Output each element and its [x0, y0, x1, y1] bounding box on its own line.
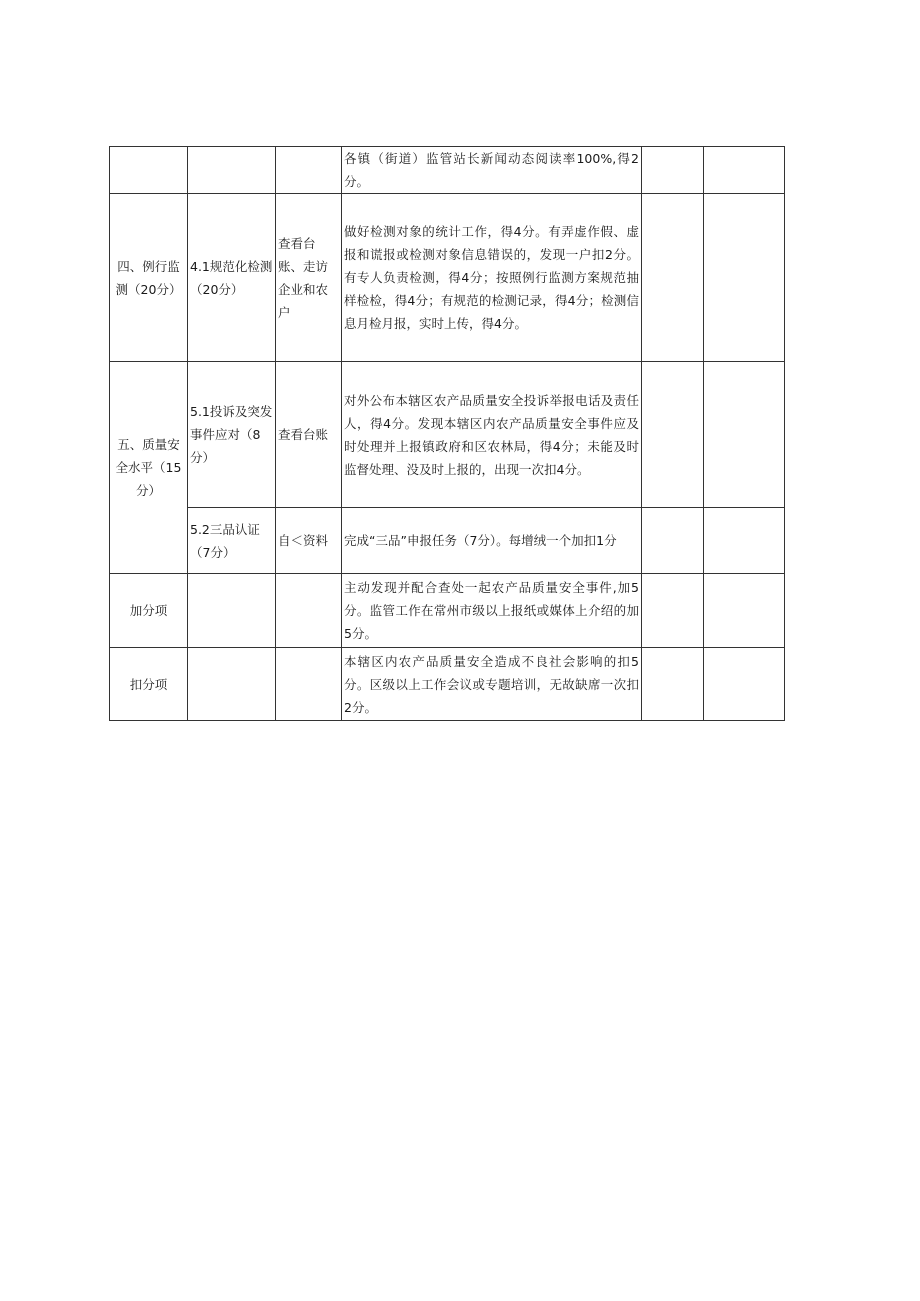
- item-cell: 5.2三品认证（7分）: [188, 508, 276, 574]
- remark-cell: [704, 362, 785, 508]
- standard-cell: 本辖区内农产品质量安全造成不良社会影响的扣5分。区级以上工作会议或专题培训，无故缺席一次扣2分。: [342, 648, 642, 721]
- method-cell: [276, 574, 342, 648]
- method-cell: 查看台账: [276, 362, 342, 508]
- remark-cell: [704, 648, 785, 721]
- table-row: [110, 648, 785, 721]
- remark-cell: [704, 147, 785, 194]
- standard-cell: 主动发现并配合查处一起农产品质量安全事件,加5分。监管工作在常州市级以上报纸或媒体上介绍的加5分。: [342, 574, 642, 648]
- score-cell: [642, 648, 704, 721]
- method-cell: [276, 648, 342, 721]
- table-row: [110, 508, 785, 574]
- method-cell: 自＜资料: [276, 508, 342, 574]
- category-cell: 扣分项: [110, 648, 188, 721]
- item-cell: 4.1规范化检测（20分）: [188, 194, 276, 362]
- item-cell: [188, 648, 276, 721]
- score-cell: [642, 194, 704, 362]
- score-cell: [642, 362, 704, 508]
- standard-cell: 完成“三品”申报任务（7分）。每增绒一个加扣1分: [342, 508, 642, 574]
- table-row: [110, 362, 785, 508]
- score-table: [109, 146, 785, 721]
- category-cell: 四、例行监测（20分）: [110, 194, 188, 362]
- item-cell: [188, 574, 276, 648]
- table-row: [110, 194, 785, 362]
- score-cell: [642, 147, 704, 194]
- method-cell: 查看台账、走访企业和农户: [276, 194, 342, 362]
- category-cell: [110, 147, 188, 194]
- table-row: [110, 147, 785, 194]
- remark-cell: [704, 194, 785, 362]
- score-cell: [642, 508, 704, 574]
- item-cell: 5.1投诉及突发事件应对（8分）: [188, 362, 276, 508]
- category-cell: 加分项: [110, 574, 188, 648]
- method-cell: [276, 147, 342, 194]
- item-cell: [188, 147, 276, 194]
- category-cell: 五、质量安全水平（15分）: [110, 362, 188, 574]
- table-row: [110, 574, 785, 648]
- standard-cell: 做好检测对象的统计工作，得4分。有弄虚作假、虚报和谎报或检测对象信息错误的，发现一户扣2分。有专人负责检测，得4分；按照例行监测方案规范抽样检检，得4分；有规范的检测记录，得4分；检测信息月检月报，实时上传，得4分。: [342, 194, 642, 362]
- remark-cell: [704, 574, 785, 648]
- score-cell: [642, 574, 704, 648]
- standard-cell: 对外公布本辖区农产品质量安全投诉举报电话及责任人，得4分。发现本辖区内农产品质量安全事件应及时处理并上报镇政府和区农林局，得4分；未能及时监督处理、没及时上报的，出现一次扣4分。: [342, 362, 642, 508]
- remark-cell: [704, 508, 785, 574]
- standard-cell: 各镇（街道）监管站长新闻动态阅读率100%,得2分。: [342, 147, 642, 194]
